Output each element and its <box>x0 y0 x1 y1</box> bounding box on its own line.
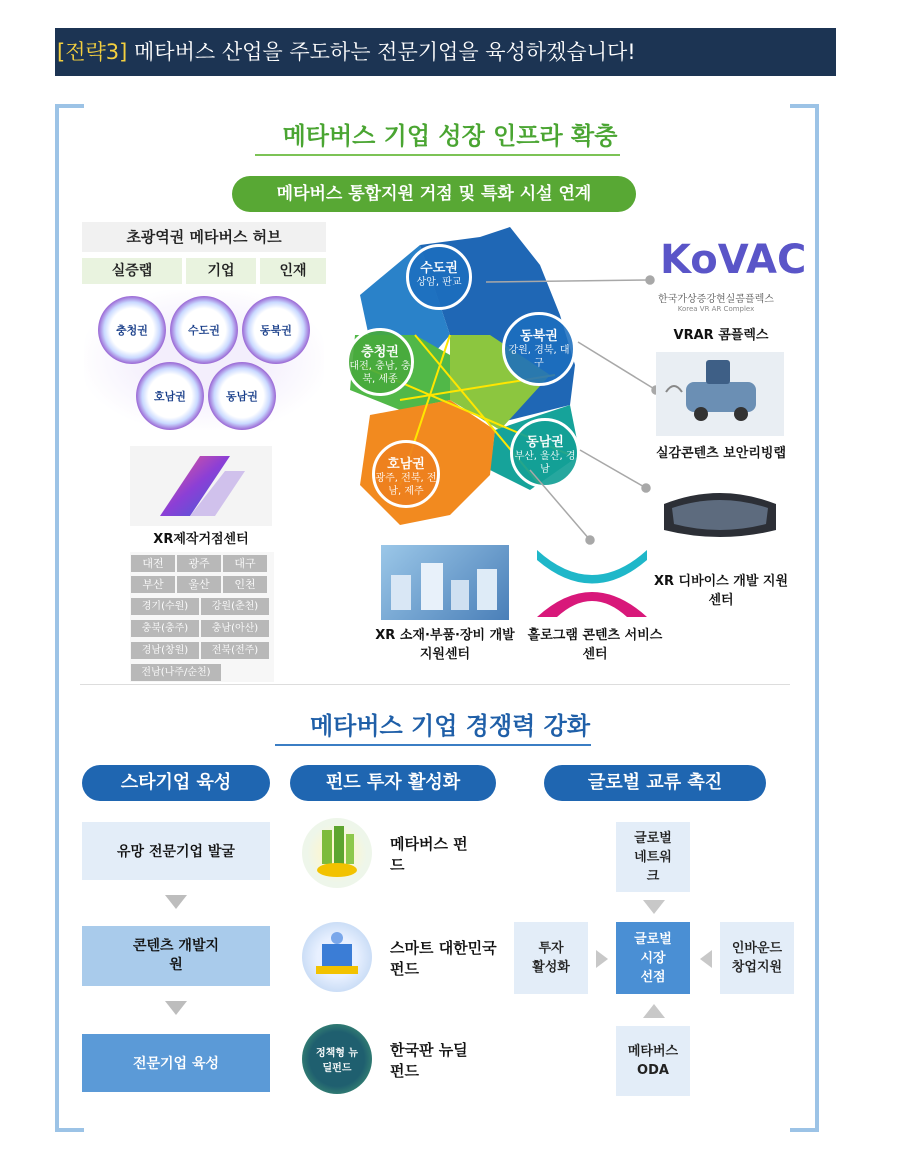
kovac-sub: 한국가상증강현실콤플렉스 <box>658 294 774 305</box>
security-car-icon <box>656 352 784 436</box>
city-chungbuk: 충북(충주) <box>131 620 199 637</box>
city-busan: 부산 <box>131 576 175 593</box>
newdeal-fund-label: 한국판 뉴딜펀드 <box>390 1041 468 1080</box>
header-text: 메타버스 산업을 주도하는 전문기업을 육성하겠습니다! <box>127 40 636 64</box>
metaverse-fund-icon <box>302 818 372 888</box>
xr-device-label: XR 디바이스 개발 지원센터 <box>653 574 789 608</box>
col3-arrow-right <box>596 950 608 968</box>
xr-city-grid <box>130 552 274 682</box>
city-gyeongnam: 경남(창원) <box>131 642 199 659</box>
left-bracket <box>55 104 84 1132</box>
city-gwangju: 광주 <box>177 555 221 572</box>
city-jeonbuk: 전북(전주) <box>201 642 269 659</box>
xr-center-title: XR제작거점센터 <box>153 532 249 547</box>
col3-arrow-down <box>643 900 665 914</box>
col1-arrow-1 <box>165 895 187 909</box>
hologram-x-icon <box>532 545 652 620</box>
metaverse-fund-label: 메타버스 펀드 <box>390 835 468 874</box>
col1-head: 스타기업 육성 <box>82 765 270 801</box>
hub-tab-lab: 실증랩 <box>82 258 182 284</box>
map-circle-dongbuk: 동북권 강원, 경북, 대구 <box>502 312 576 386</box>
section1-underline <box>255 154 620 156</box>
city-gyeonggi: 경기(수원) <box>131 598 199 615</box>
kovac-logo: KoVAC <box>660 237 807 283</box>
global-network-box: 글로벌 네트워크 <box>616 822 690 892</box>
xr-material-label: XR 소재·부품·장비 개발지원센터 <box>375 628 515 662</box>
smart-fund-icon <box>302 922 372 992</box>
hologram-image <box>532 545 652 620</box>
col1-step-discover: 유망 전문기업 발굴 <box>82 822 270 880</box>
hub-title: 초광역권 메타버스 허브 <box>82 222 326 252</box>
hub-region-dongbuk: 동북권 <box>242 296 310 364</box>
newdeal-fund-icon: 정책형 뉴딜펀드 <box>302 1024 372 1094</box>
security-lab-image <box>656 352 784 436</box>
security-lab-label: 실감콘텐츠 보안리빙랩 <box>655 446 787 461</box>
hologram-label: 홀로그램 콘텐츠 서비스 센터 <box>527 628 663 662</box>
hub-region-honam: 호남권 <box>136 362 204 430</box>
city-daejeon: 대전 <box>131 555 175 572</box>
smart-fund-label: 스마트 대한민국펀드 <box>390 939 497 978</box>
section2-underline <box>275 744 591 746</box>
strategy-tag: [전략3] <box>57 40 128 64</box>
section1-subtitle: 메타버스 통합지원 거점 및 특화 시설 연계 <box>232 176 636 212</box>
hub-region-chungcheong: 충청권 <box>98 296 166 364</box>
hub-tab-company: 기업 <box>186 258 256 284</box>
hub-tab-talent: 인재 <box>260 258 326 284</box>
xr-material-image <box>381 545 509 620</box>
city-jeonnam: 전남(나주/순천) <box>131 664 221 681</box>
col3-arrow-left <box>700 950 712 968</box>
vrar-complex-label: VRAR 콤플렉스 <box>673 328 769 343</box>
map-circle-dongnam: 동남권 부산, 울산, 경남 <box>510 418 580 488</box>
xr-headset-icon <box>656 486 784 548</box>
col1-step-foster: 전문기업 육성 <box>82 1034 270 1092</box>
section1-title: 메타버스 기업 성장 인프라 확충 <box>282 122 618 150</box>
investment-box: 투자 활성화 <box>514 922 588 994</box>
col3-head: 글로벌 교류 촉진 <box>544 765 766 801</box>
city-incheon: 인천 <box>223 576 267 593</box>
section-divider <box>80 684 790 685</box>
col2-head: 펀드 투자 활성화 <box>290 765 496 801</box>
col1-arrow-2 <box>165 1001 187 1015</box>
inbound-box: 인바운드 창업지원 <box>720 922 794 994</box>
col3-arrow-up <box>643 1004 665 1018</box>
xr-device-image <box>656 486 784 548</box>
xr-center-image <box>130 446 272 526</box>
smart-city-icon <box>381 545 509 620</box>
metaverse-oda-box: 메타버스 ODA <box>616 1026 690 1096</box>
col1-step-content: 콘텐츠 개발지원 <box>82 926 270 986</box>
global-market-box: 글로벌 시장 선점 <box>616 922 690 994</box>
map-circle-chungcheong: 충청권 대전, 충남, 충북, 세종 <box>346 328 414 396</box>
map-circle-capital: 수도권 상암, 판교 <box>406 244 472 310</box>
hub-region-capital: 수도권 <box>170 296 238 364</box>
hub-region-dongnam: 동남권 <box>208 362 276 430</box>
xr-logo-icon <box>130 446 272 526</box>
city-chungnam: 충남(아산) <box>201 620 269 637</box>
header-banner <box>55 28 836 76</box>
map-circle-honam: 호남권 광주, 전북, 전남, 제주 <box>372 440 440 508</box>
city-gangwon: 강원(춘천) <box>201 598 269 615</box>
facility-connectors <box>470 270 660 550</box>
kovac-sub2: Korea VR AR Complex <box>677 305 755 313</box>
city-daegu: 대구 <box>223 555 267 572</box>
city-ulsan: 울산 <box>177 576 221 593</box>
section2-title: 메타버스 기업 경쟁력 강화 <box>309 712 591 740</box>
